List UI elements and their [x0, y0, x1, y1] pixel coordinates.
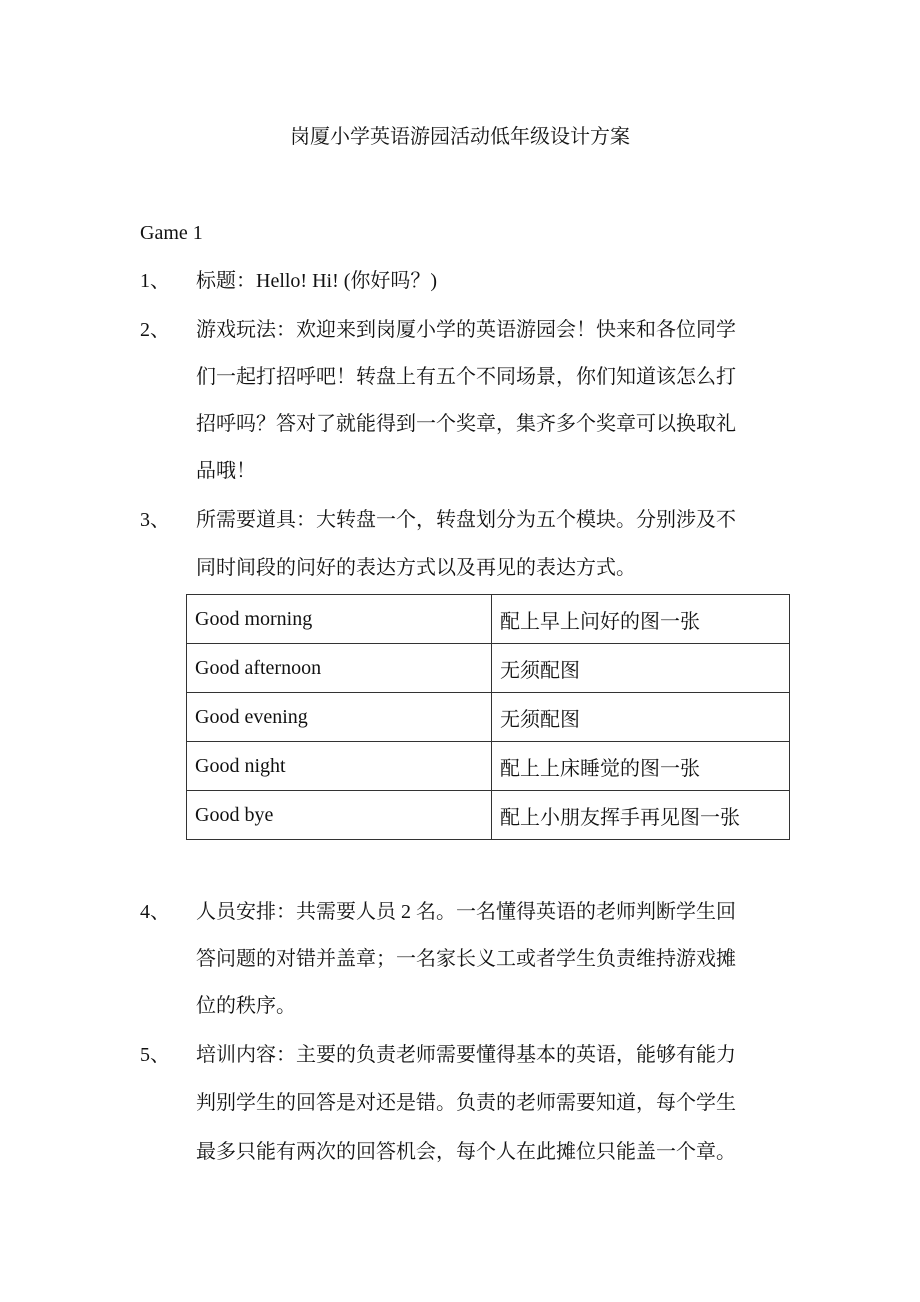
table-cell: 配上上床睡觉的图一张: [492, 742, 790, 791]
game-heading: Game 1: [140, 222, 203, 244]
table-row: [187, 595, 790, 644]
document-title: 岗厦小学英语游园活动低年级设计方案: [290, 126, 630, 148]
item-line: 答问题的对错并盖章；一名家长义工或者学生负责维持游戏摊: [196, 948, 736, 970]
item-line: 人员安排：共需要人员 2 名。一名懂得英语的老师判断学生回: [196, 901, 736, 923]
table-row: [187, 693, 790, 742]
item-line: 招呼吗？答对了就能得到一个奖章，集齐多个奖章可以换取礼: [196, 413, 736, 435]
greetings-table: [186, 594, 790, 840]
table-cell: Good afternoon: [187, 644, 492, 693]
table-cell: Good morning: [187, 595, 492, 644]
table-cell: Good night: [187, 742, 492, 791]
item-number: 3、: [140, 509, 170, 531]
table-cell: Good bye: [187, 791, 492, 840]
table-row: [187, 742, 790, 791]
item-number: 4、: [140, 901, 170, 923]
item-line: 同时间段的问好的表达方式以及再见的表达方式。: [196, 557, 636, 579]
item-number: 5、: [140, 1044, 170, 1066]
item-line: 标题：Hello! Hi! (你好吗？): [196, 270, 438, 292]
item-number: 2、: [140, 319, 170, 341]
table-cell: Good evening: [187, 693, 492, 742]
item-line: 游戏玩法：欢迎来到岗厦小学的英语游园会！快来和各位同学: [196, 319, 736, 341]
item-line: 品哦！: [196, 460, 256, 482]
item-line: 培训内容：主要的负责老师需要懂得基本的英语，能够有能力: [196, 1044, 736, 1066]
item-line: 位的秩序。: [196, 995, 296, 1017]
item-line: 所需要道具：大转盘一个，转盘划分为五个模块。分别涉及不: [196, 509, 736, 531]
item-line: 最多只能有两次的回答机会，每个人在此摊位只能盖一个章。: [196, 1141, 736, 1163]
table-cell: 无须配图: [492, 693, 790, 742]
table-row: [187, 644, 790, 693]
table-row: [187, 791, 790, 840]
table-cell: 配上小朋友挥手再见图一张: [492, 791, 790, 840]
item-line: 们一起打招呼吧！转盘上有五个不同场景，你们知道该怎么打: [196, 366, 736, 388]
item-line: 判别学生的回答是对还是错。负责的老师需要知道，每个学生: [196, 1092, 736, 1114]
table-cell: 配上早上问好的图一张: [492, 595, 790, 644]
item-number: 1、: [140, 270, 170, 292]
table-cell: 无须配图: [492, 644, 790, 693]
